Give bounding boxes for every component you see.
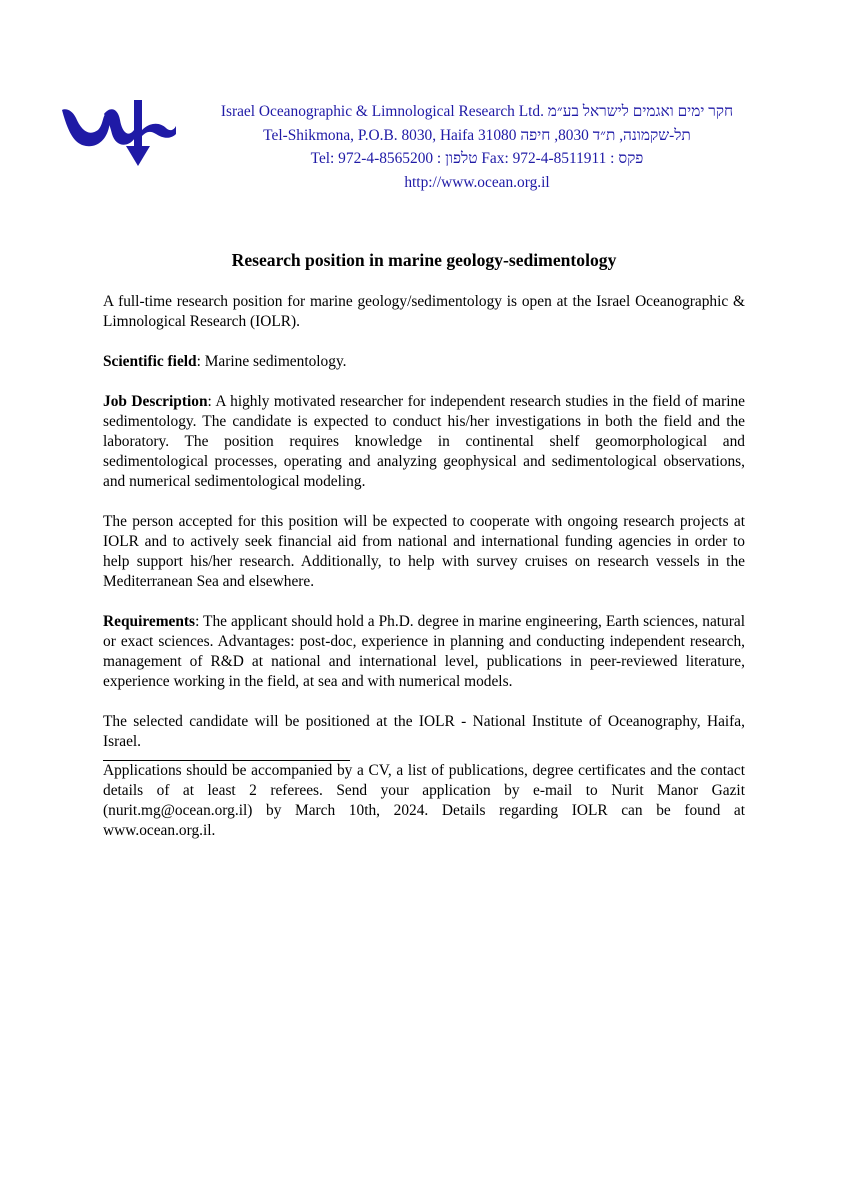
cooperation-paragraph: The person accepted for this position will be expected to cooperate with ongoing research projects at IOLR and to actively seek financial aid from national and international funding agencies in order to help support his/her research. Additionally, to help with survey cruises on research vessels in the Mediterranean Sea and elsewhere. (103, 513, 745, 590)
letterhead-address-line (182, 124, 772, 148)
job-description-label: Job Description (103, 393, 208, 410)
letterhead (0, 0, 848, 190)
org-name-hebrew: חקר ימים ואגמים לישראל בע״מ (547, 103, 734, 120)
org-name-english: Israel Oceanographic & Limnological Research Ltd. (220, 103, 544, 120)
telephone-label-hebrew: טלפון (445, 150, 478, 167)
fax-number: Fax: 972-4-8511911 : (481, 150, 615, 167)
iolr-logo-icon (60, 96, 178, 170)
telephone-number: Tel: 972-4-8565200 : (310, 150, 442, 167)
application-footnote: Applications should be accompanied by a CV, a list of publications, degree certificates and the contact details of at least 2 referees. Send your application by e-mail to Nurit Manor Gazit (nurit.mg@ocean.org.il) by March 10th, 2024. Details regarding IOLR can be found at www.ocean.org.il. (103, 762, 745, 839)
address-english: Tel-Shikmona, P.O.B. 8030, Haifa 31080 (263, 126, 517, 144)
letterhead-phone-line (182, 147, 772, 171)
fax-label-hebrew: פקס (618, 150, 644, 167)
job-description-paragraph (103, 392, 745, 492)
document-body (103, 292, 745, 861)
letterhead-org-line (182, 100, 772, 124)
scientific-field-paragraph (103, 352, 745, 372)
requirements-paragraph (103, 612, 745, 692)
intro-paragraph: A full-time research position for marine geology/sedimentology is open at the Israel Oceanographic & Limnological Research (IOLR). (103, 293, 745, 330)
scientific-field-label: Scientific field (103, 353, 197, 370)
location-paragraph: The selected candidate will be positioned at the IOLR - National Institute of Oceanography, Haifa, Israel. (103, 713, 745, 750)
scientific-field-text: : Marine sedimentology. (196, 353, 347, 370)
requirements-label: Requirements (103, 613, 196, 630)
letterhead-text (182, 100, 772, 194)
address-hebrew: תל-שקמונה, ת״ד 8030, חיפה (520, 126, 691, 144)
website-link[interactable]: http://www.ocean.org.il (404, 173, 550, 191)
job-description-text: : A highly motivated researcher for independent research studies in the field of marine sedimentology. The candidate is expected to conduct his/her investigations in both the field and the laboratory. The position requires knowledge in continental shelf geomorphological and sedimentological processes, operating and analyzing geophysical and sedimentological observations, and numerical sedimentological modeling. (103, 393, 746, 490)
requirements-text: : The applicant should hold a Ph.D. degree in marine engineering, Earth sciences, natural or exact sciences. Advantages: post-doc, experience in planning and conducting independent research, management of R&D at national and international level, publications in peer-reviewed literature, experience working in the field, at sea and with numerical models. (103, 613, 745, 690)
page-title: Research position in marine geology-sedimentology (231, 250, 617, 270)
